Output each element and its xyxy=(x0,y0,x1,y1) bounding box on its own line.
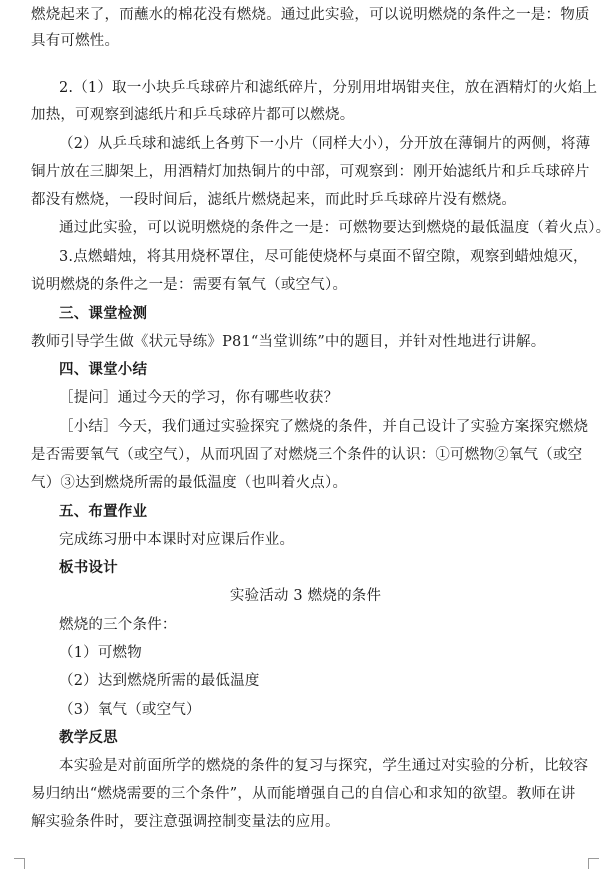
paragraph-line: 本实验是对前面所学的燃烧的条件的复习与探究，学生通过对实验的分析，比较容 xyxy=(59,758,589,774)
paragraph-line: 通过此实验，可以说明燃烧的条件之一是：可燃物要达到燃烧的最低温度（着火点）。 xyxy=(59,220,611,236)
list-item: （2）达到燃烧所需的最低温度 xyxy=(59,673,260,689)
section-heading: 三、课堂检测 xyxy=(59,306,148,322)
paragraph-line: 2.（1）取一小块乒乓球碎片和滤纸碎片，分别用坩埚钳夹住，放在酒精灯的火焰上 xyxy=(59,80,598,96)
list-item: （1）可燃物 xyxy=(59,645,142,661)
paragraph-line: 是否需要氧气（或空气），从而巩固了对燃烧三个条件的认识：①可燃物②氧气（或空 xyxy=(31,447,583,463)
page-corner-mark xyxy=(14,858,25,869)
paragraph-line: ［小结］今天，我们通过实验探究了燃烧的条件，并自己设计了实验方案探究燃烧 xyxy=(59,419,589,435)
paragraph-line: 具有可燃性。 xyxy=(31,33,120,49)
board-title: 实验活动 3 燃烧的条件 xyxy=(229,588,382,604)
paragraph-line: 说明燃烧的条件之一是：需要有氧气（或空气）。 xyxy=(31,277,348,293)
page-corner-mark xyxy=(588,858,599,869)
paragraph-line: 教师引导学生做《状元导练》P81“当堂训练”中的题目，并针对性地进行讲解。 xyxy=(31,334,546,350)
paragraph-line: 完成练习册中本课时对应课后作业。 xyxy=(59,532,295,548)
paragraph-line: 都没有燃烧，一段时间后，滤纸片燃烧起来，而此时乒乓球碎片没有燃烧。 xyxy=(31,192,517,208)
paragraph-line: 3.点燃蜡烛，将其用烧杯罩住，尽可能使烧杯与桌面不留空隙，观察到蜡烛熄灭， xyxy=(59,249,588,265)
list-item: （3）氧气（或空气） xyxy=(59,702,201,718)
paragraph-line: 燃烧的三个条件： xyxy=(59,617,177,633)
paragraph-line: 解实验条件时，要注意强调控制变量法的应用。 xyxy=(31,814,340,830)
paragraph-line: ［提问］通过今天的学习，你有哪些收获？ xyxy=(59,390,339,406)
paragraph-line: （2）从乒乓球和滤纸上各剪下一小片（同样大小），分开放在薄铜片的两侧，将薄 xyxy=(59,136,591,152)
section-heading: 板书设计 xyxy=(59,560,118,576)
section-heading: 四、课堂小结 xyxy=(59,362,148,378)
paragraph-line: 加热，可观察到滤纸片和乒乓球碎片都可以燃烧。 xyxy=(31,107,355,123)
paragraph-line: 易归纳出“燃烧需要的三个条件”，从而能增强自己的自信心和求知的欲望。教师在讲 xyxy=(31,786,576,802)
paragraph-line: 铜片放在三脚架上，用酒精灯加热铜片的中部，可观察到：刚开始滤纸片和乒乓球碎片 xyxy=(31,164,590,180)
paragraph-line: 气）③达到燃烧所需的最低温度（也叫着火点）。 xyxy=(31,475,348,491)
paragraph-line: 燃烧起来了，而蘸水的棉花没有燃烧。通过此实验，可以说明燃烧的条件之一是：物质 xyxy=(31,7,590,23)
section-heading: 教学反思 xyxy=(59,730,118,746)
section-heading: 五、布置作业 xyxy=(59,504,148,520)
